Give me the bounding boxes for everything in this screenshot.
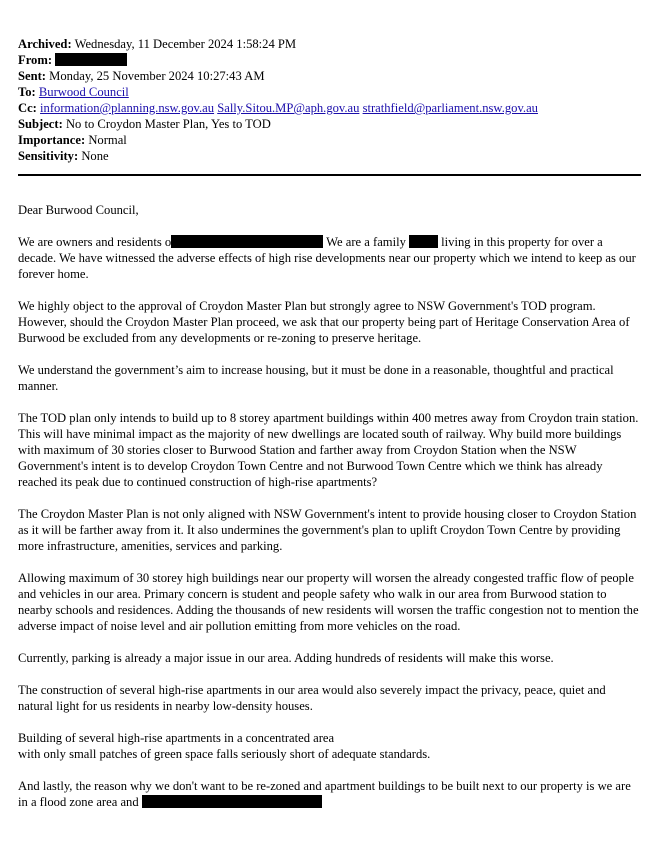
to-label: To: — [18, 85, 36, 99]
address-redaction — [171, 235, 323, 248]
cc-recipient-link[interactable]: strathfield@parliament.nsw.gov.au — [362, 101, 538, 115]
archived-value: Wednesday, 11 December 2024 1:58:24 PM — [74, 37, 297, 51]
sensitivity-value: None — [81, 149, 109, 163]
subject-label: Subject: — [18, 117, 63, 131]
sent-value: Monday, 25 November 2024 10:27:43 AM — [49, 69, 265, 83]
header-divider — [18, 174, 641, 176]
email-body — [18, 202, 642, 826]
cc-row — [18, 100, 638, 116]
email-header — [18, 36, 638, 164]
family-redaction — [409, 235, 438, 248]
paragraph-text: with only small patches of green space falls seriously short of adequate standards. — [18, 747, 431, 761]
importance-label: Importance: — [18, 133, 86, 147]
cc-recipient-link[interactable]: information@planning.nsw.gov.au — [40, 101, 215, 115]
body-paragraph — [18, 778, 642, 810]
subject-row — [18, 116, 638, 132]
sent-label: Sent: — [18, 69, 46, 83]
sensitivity-label: Sensitivity: — [18, 149, 79, 163]
body-paragraph — [18, 234, 642, 282]
subject-value: No to Croydon Master Plan, Yes to TOD — [65, 117, 271, 131]
reason-redaction — [142, 795, 322, 808]
from-row — [18, 52, 638, 68]
body-paragraph — [18, 730, 642, 762]
body-paragraph: We understand the government’s aim to increase housing, but it must be done in a reasonable, thoughtful and practical manner. — [18, 363, 614, 393]
sensitivity-row — [18, 148, 638, 164]
body-paragraph: Allowing maximum of 30 storey high buildings near our property will worsen the already congested traffic flow of people and vehicles in our area. Primary concern is student and people safety who walk in our area from Burwood station to nearby schools and residences. Adding the thousands of new residents will worsen the traffic congestion not to mention the adverse impact of noise level and air pollution emitting from more vehicles on the road. — [18, 571, 639, 633]
paragraph-text: And lastly, the reason why we don't want to be re-zoned and apartment buildings to be built next to our property is we are in a flood zone area and — [18, 779, 631, 809]
body-paragraph: Currently, parking is already a major issue in our area. Adding hundreds of residents will make this worse. — [18, 651, 554, 665]
body-paragraph: We highly object to the approval of Croydon Master Plan but strongly agree to NSW Government's TOD program. However, should the Croydon Master Plan proceed, we ask that our property being part of Heritage Conservation Area of Burwood be excluded from any developments or re-zoning to preserve heritage. — [18, 299, 630, 345]
body-paragraph: The TOD plan only intends to build up to 8 storey apartment buildings within 400 metres away from Croydon train station. This will have minimal impact as the majority of new dwellings are located south of railway. Why build more buildings with maximum of 30 stories closer to Burwood Station and farther away from Croydon Station when the NSW Government's intent is to develop Croydon Town Centre and not Burwood Town Centre which we think has already reached its peak due to continued construction of high-rise apartments? — [18, 411, 639, 489]
paragraph-text: We are owners and residents o — [18, 235, 172, 249]
to-row — [18, 84, 638, 100]
to-recipient-link[interactable]: Burwood Council — [38, 85, 129, 99]
from-redaction — [55, 53, 127, 66]
importance-row — [18, 132, 638, 148]
cc-recipient-link[interactable]: Sally.Sitou.MP@aph.gov.au — [217, 101, 360, 115]
paragraph-text: Building of several high-rise apartments in a concentrated area — [18, 731, 335, 745]
paragraph-text: living in this property for over a decade. We have witnessed the adverse effects of high rise developments near our property which we intend to keep as our forever home. — [18, 235, 636, 281]
importance-value: Normal — [88, 133, 127, 147]
archived-row — [18, 36, 638, 52]
body-paragraph: The construction of several high-rise apartments in our area would also severely impact the privacy, peace, quiet and natural light for us residents in nearby low-density houses. — [18, 683, 606, 713]
sent-row — [18, 68, 638, 84]
paragraph-text: We are a family — [323, 235, 410, 249]
cc-label: Cc: — [18, 101, 37, 115]
from-label: From: — [18, 53, 53, 67]
body-paragraph: The Croydon Master Plan is not only aligned with NSW Government's intent to provide housing closer to Croydon Station as it will be farther away from it. It also undermines the government's plan to uplift Croydon Town Centre by providing more infrastructure, amenities, services and parking. — [18, 507, 637, 553]
greeting: Dear Burwood Council, — [18, 203, 139, 217]
archived-label: Archived: — [18, 37, 72, 51]
